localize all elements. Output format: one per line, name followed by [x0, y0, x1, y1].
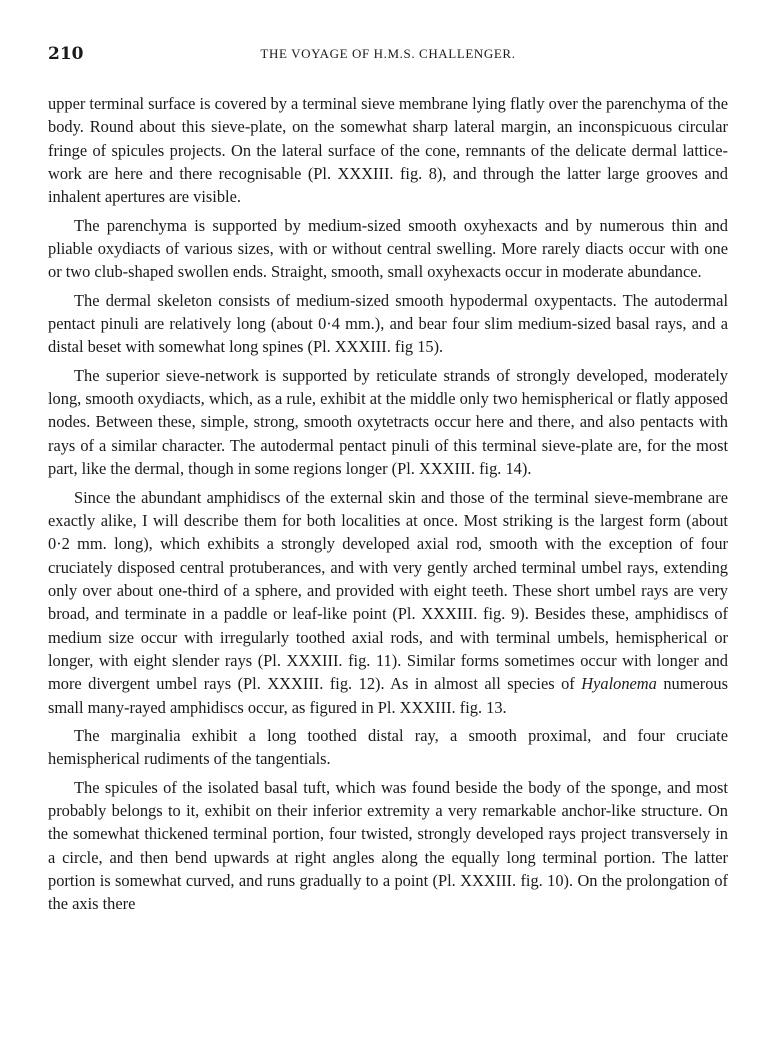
paragraph-basal-tuft: The spicules of the isolated basal tuft, which was found beside the body of the sponge, and most probably belongs to it, exhibit on their inferior extremity a very remarkable anchor-like structure. On the somewhat thickened terminal portion, four twisted, strongly developed rays project transversely in a circle, and then bend upwards at right angles along the equally long terminal portion. The latter portion is somewhat curved, and runs gradually to a point (Pl. XXXIII. fig. 10). On the prolongation of the axis there: [48, 777, 728, 914]
paragraph-marginalia: The marginalia exhibit a long toothed distal ray, a smooth proximal, and four cruciate hemispherical rudiments of the tangentials.: [48, 725, 728, 769]
amphidiscs-text-after: numerous small many-rayed amphidiscs occur, as figured in Pl. XXXIII. fig. 13.: [48, 674, 728, 717]
amphidiscs-text-before: Since the abundant amphidiscs of the external skin and those of the terminal sieve-membrane are exactly alike, I will describe them for both localities at once. Most striking is the largest form (about 0·2 mm. long), which exhibits a strongly developed axial rod, smooth with the exception of four cruciately disposed central protuberances, and with very gently arched terminal umbel rays, extending only over about one-third of a sphere, and provided with eight teeth. These short umbel rays are very broad, and terminate in a paddle or leaf-like point (Pl. XXXIII. fig. 9). Besides these, amphidiscs of medium size occur with irregularly toothed axial rods, and with terminal umbels, hemispherical or longer, with eight slender rays (Pl. XXXIII. fig. 11). Similar forms sometimes occur with longer and more divergent umbel rays (Pl. XXXIII. fig. 12). As in almost all species of: [48, 487, 728, 694]
paragraph-sieve-network: The superior sieve-network is supported by reticulate strands of strongly developed, moderately long, smooth oxydiacts, which, as a rule, exhibit at the middle only two hemispherical or flatly apposed nodes. Between these, simple, strong, smooth oxytetracts occur here and there, and also pentacts with rays of a similar character. The autodermal pentact pinuli of this terminal sieve-plate are, for the most part, like the dermal, though in some regions longer (Pl. XXXIII. fig. 14).: [48, 365, 728, 479]
paragraph-dermal-skeleton: The dermal skeleton consists of medium-sized smooth hypodermal oxypentacts. The autodermal pentact pinuli are relatively long (about 0·4 mm.), and bear four slim medium-sized basal rays, and a distal beset with somewhat long spines (Pl. XXXIII. fig 15).: [48, 290, 728, 357]
genus-name: Hyalonema: [581, 674, 657, 694]
paragraph-amphidiscs: [48, 486, 728, 719]
page-number: 210: [48, 44, 84, 64]
document-page: [48, 44, 728, 916]
running-title: THE VOYAGE OF H.M.S. CHALLENGER.: [260, 46, 516, 61]
page-header: [48, 44, 728, 72]
paragraph-continuation: upper terminal surface is covered by a terminal sieve membrane lying flatly over the parenchyma of the body. Round about this sieve-plate, on the somewhat sharp lateral margin, an inconspicuous circular fringe of spicules projects. On the lateral surface of the cone, remnants of the delicate dermal lattice-work are here and there recognisable (Pl. XXXIII. fig. 8), and through the latter large grooves and inhalent apertures are visible.: [48, 94, 728, 207]
body-text: [48, 92, 728, 916]
paragraph-parenchyma: The parenchyma is supported by medium-sized smooth oxyhexacts and by numerous thin and pliable oxydiacts of various sizes, with or without central swelling. More rarely diacts occur with one or two club-shaped swollen ends. Straight, smooth, small oxyhexacts occur in moderate abundance.: [48, 215, 728, 282]
